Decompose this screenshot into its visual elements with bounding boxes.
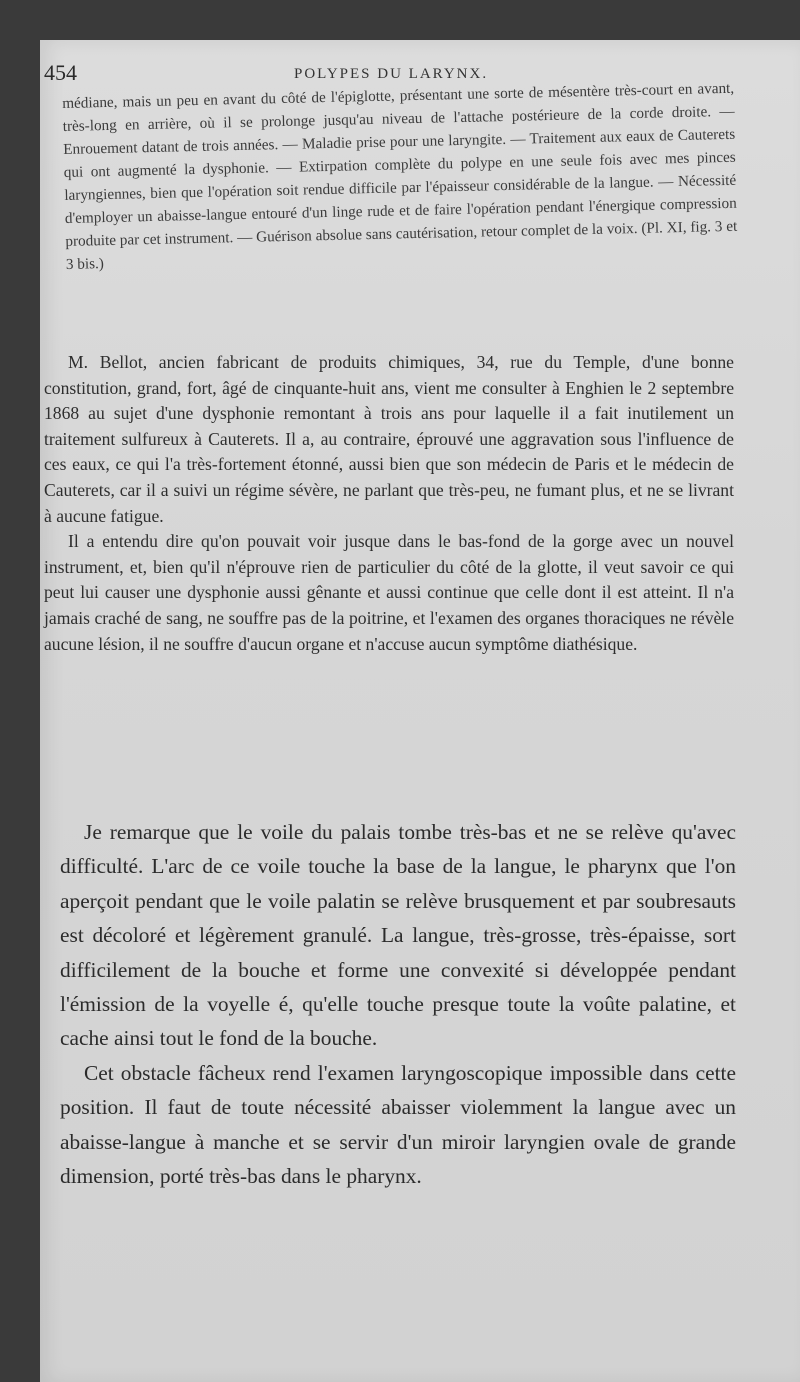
paragraph-2: Il a entendu dire qu'on pouvait voir jusque dans le bas-fond de la gorge avec un nouvel instrument, et, bien qu'il n'éprouve rien de particulier du côté de la glotte, il veut savoir ce qui peut lui causer une dysphonie aussi gênante et aussi continue que celle dont il est atteint. Il n'a jamais craché de sang, ne souffre pas de la poitrine, et l'examen des organes thoraciques ne révèle aucune lésion, il ne souffre d'aucun organe et n'accuse aucun symptôme diathésique. [44,531,734,654]
paragraph-4: Cet obstacle fâcheux rend l'examen laryngoscopique impossible dans cette position. Il faut de toute nécessité abaisser violemment la langue avec un abaisse-langue à manche et se servir d'un miroir laryngien ovale de grande dimension, porté très-bas dans le pharynx. [60,1060,736,1189]
case-summary [62,77,738,276]
paragraph-3: Je remarque que le voile du palais tombe très-bas et ne se relève qu'avec difficulté. L'arc de ce voile touche la base de la langue, le pharynx que l'on aperçoit pendant que le voile palatin se relève brusquement et par soubresauts est décoloré et légèrement granulé. La langue, très-grosse, très-épaisse, sort difficilement de la bouche et forme une convexité si développée pendant l'émission de la voyelle é, qu'elle touche presque toute la voûte palatine, et cache ainsi tout le fond de la bouche. [60,820,736,1051]
summary-text: médiane, mais un peu en avant du côté de l'épiglotte, présentant une sorte de mésentère très-court en avant, très-long en arrière, où il se prolonge jusqu'au niveau de l'attache postérieure de la corde droite. — Enrouement datant de trois années. — Maladie prise pour une laryngite. — Traitement aux eaux de Cauterets qui ont augmenté la dysphonie. — Extirpation complète du polype en une seule fois avec mes pinces laryngiennes, bien que l'opération soit rendue difficile par l'épaisseur considérable de la langue. — Nécessité d'employer un abaisse-langue entouré d'un linge rude et de faire l'opération pendant l'énergique compression produite par cet instrument. — Guérison absolue sans cautérisation, retour complet de la voix. (Pl. XI, fig. 3 et 3 bis.) [62,79,738,273]
page-number: 454 [44,60,77,85]
body-section-large [60,815,736,1193]
body-section-small [44,350,734,657]
running-title: POLYPES DU LARYNX. [294,66,489,82]
paragraph-1: M. Bellot, ancien fabricant de produits chimiques, 34, rue du Temple, d'une bonne constitution, grand, fort, âgé de cinquante-huit ans, vient me consulter à Enghien le 2 septembre 1868 au sujet d'une dysphonie remontant à trois ans pour laquelle il a fait inutilement un traitement sulfureux à Cauterets. Il a, au contraire, éprouvé une aggravation sous l'influence de ces eaux, ce qui l'a très-fortement étonné, aussi bien que son médecin de Paris et le médecin de Cauterets, car il a suivi un régime sévère, ne parlant que très-peu, ne fumant plus, et ne se livrant à aucune fatigue. [44,352,734,526]
